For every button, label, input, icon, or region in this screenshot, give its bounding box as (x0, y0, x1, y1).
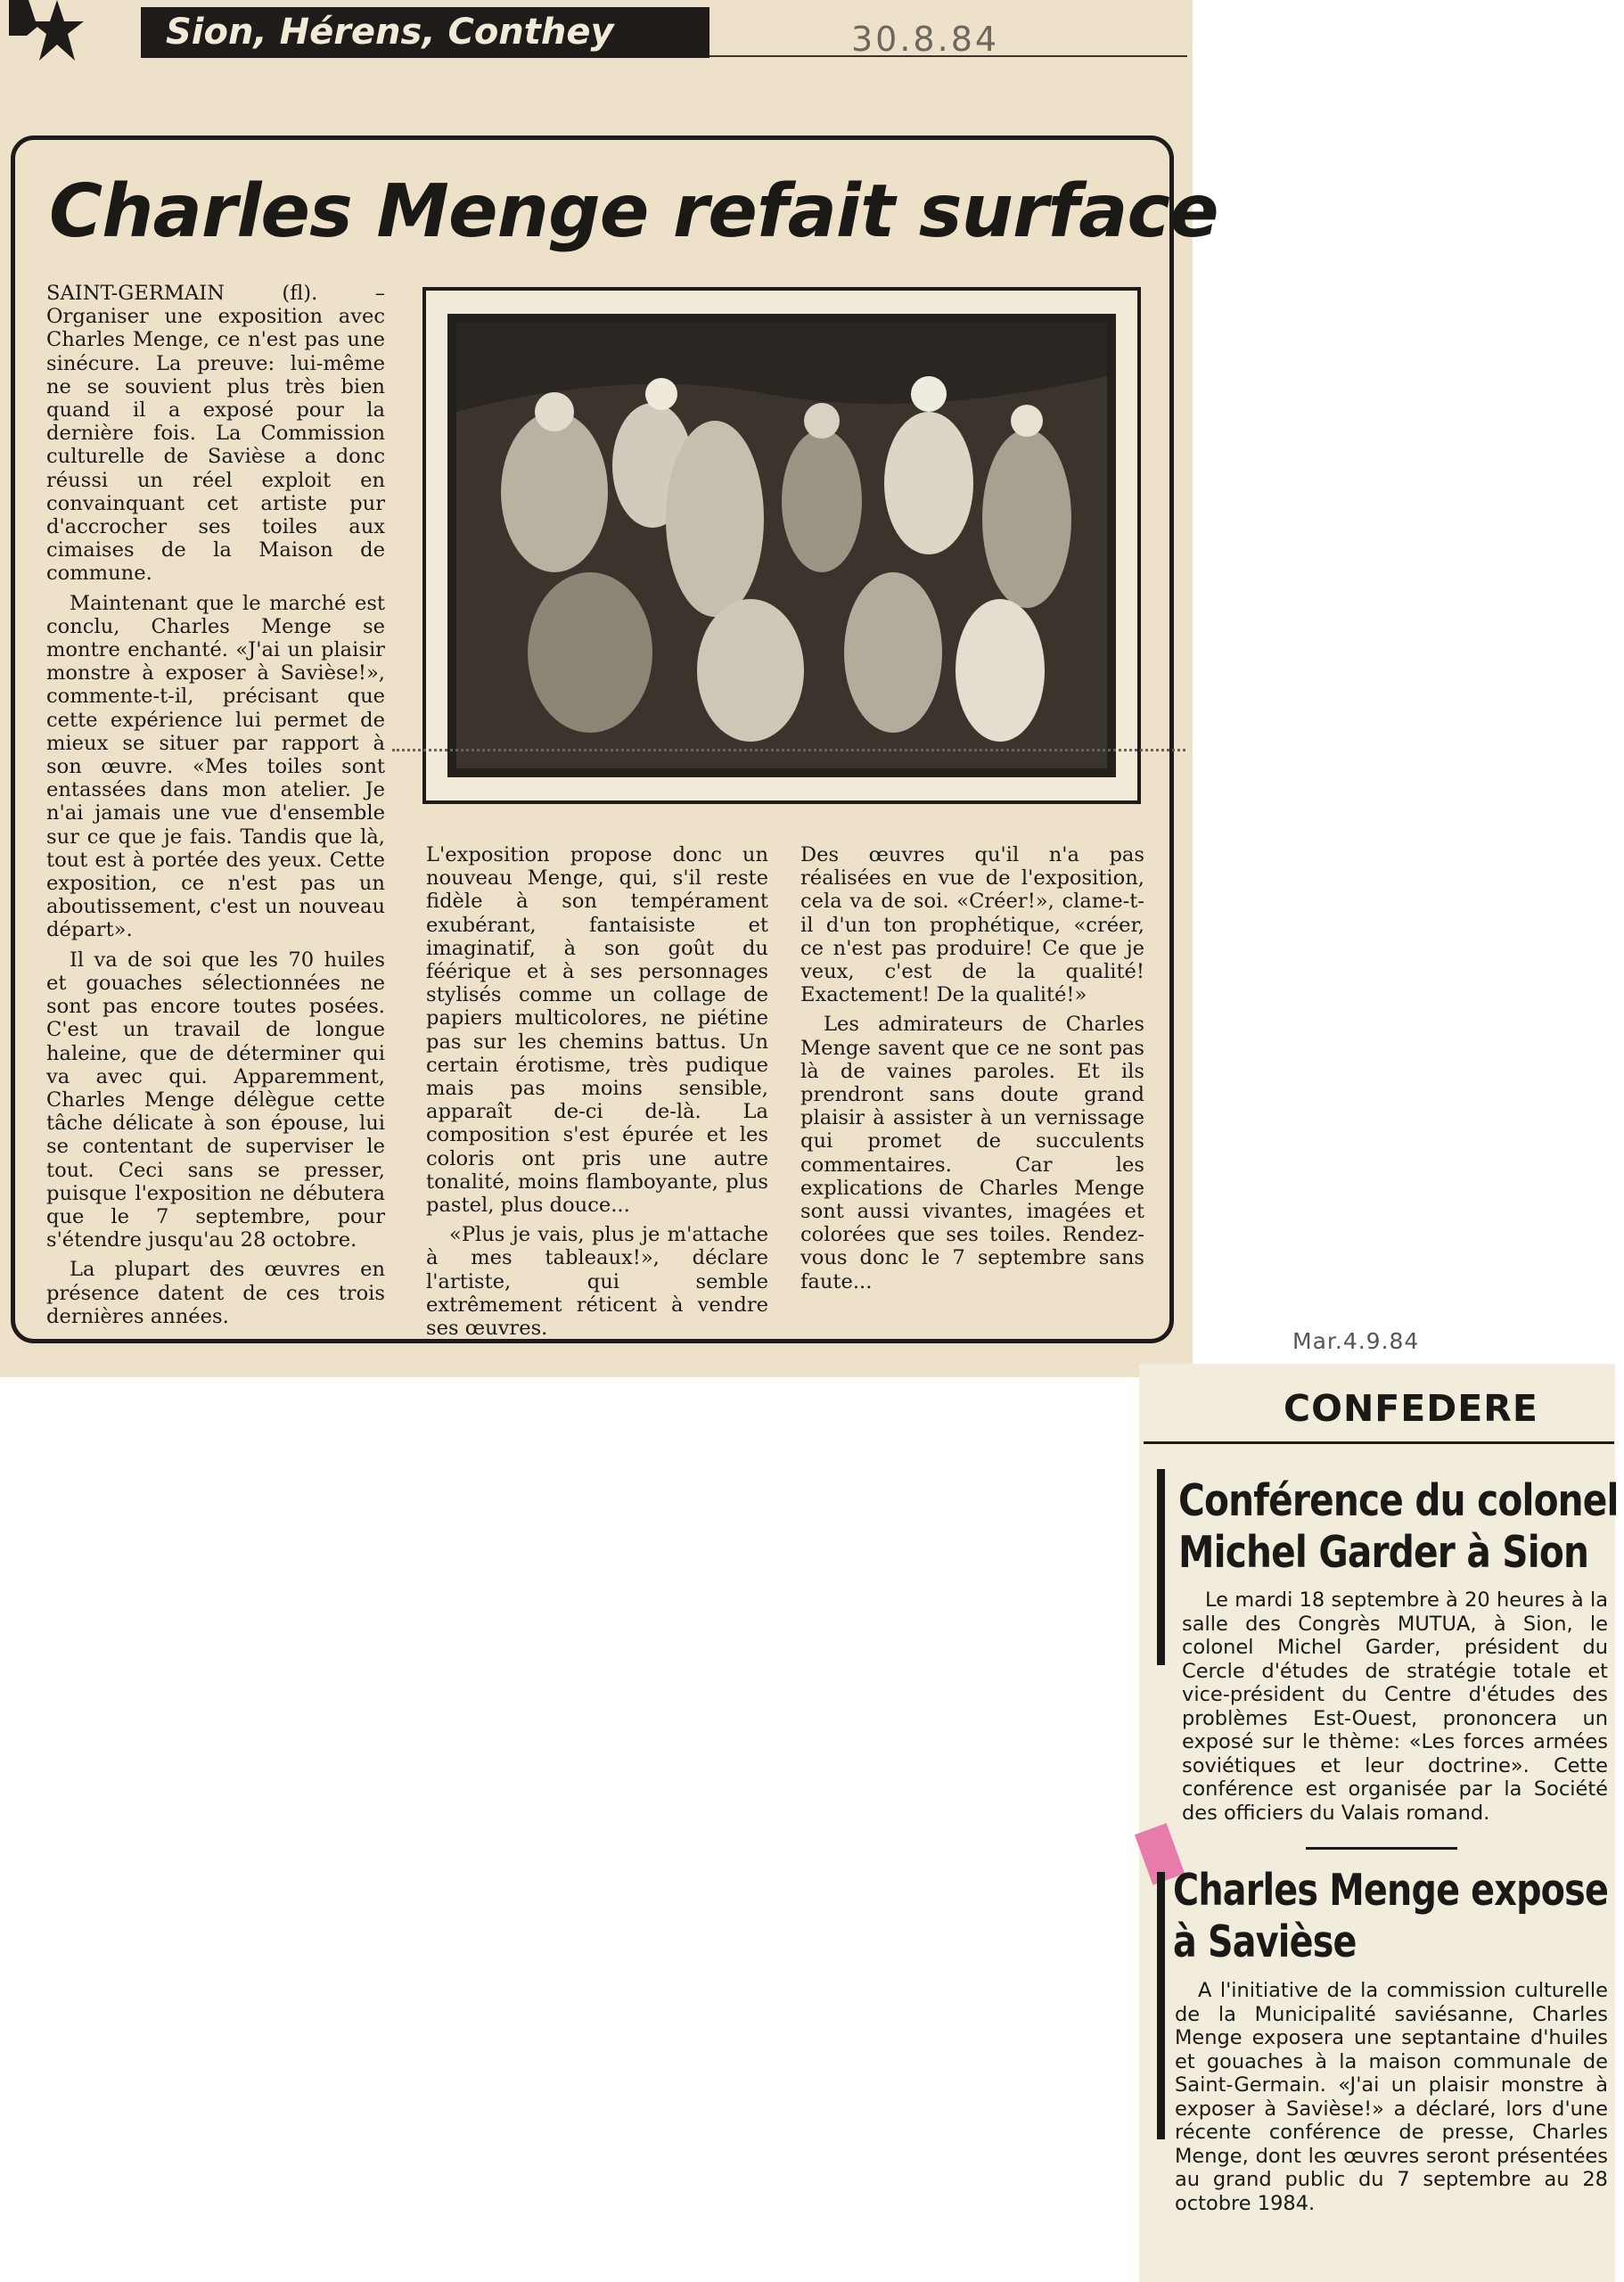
story-title (1173, 1865, 1608, 1968)
article-column-1 (46, 282, 385, 1328)
story-body (1175, 1979, 1608, 2215)
article-column-2 (426, 843, 768, 1340)
newspaper-masthead: CONFEDERE (1284, 1387, 1538, 1430)
paragraph: Il va de soi que les 70 huiles et gouaches sélectionnées ne sont pas encore toutes posées. C'est un travail de longue haleine, que de déterminer qui va avec qui. Apparemment, Charles Menge délègue cette tâche délicate à son épouse, lui se contentant de superviser le tout. Ceci sans se presser, puisque l'exposition ne débutera que le 7 septembre, pour s'étendre jusqu'au 28 octobre. (46, 948, 385, 1252)
paragraph: «Plus je vais, plus je m'attache à mes tableaux!», déclare l'artiste, qui semble extrêmement réticent à vendre ses œuvres. (426, 1223, 768, 1341)
dotted-divider (392, 749, 1185, 751)
story-title-line: Charles Menge expose (1173, 1865, 1609, 1916)
paragraph: L'exposition propose donc un nouveau Menge, qui, s'il reste fidèle à son tempérament exubérant, fantaisiste et imaginatif, à son goût du féérique et à ses personnages stylisés comme un collage de papiers multicolores, ne piétine pas sur les chemins battus. Un certain érotisme, très pudique mais pas moins sensible, apparaît de-ci de-là. La composition s'est épurée et les coloris ont pris une autre tonalité, moins flamboyante, plus pastel, plus douce... (426, 843, 768, 1218)
article-column-3 (800, 843, 1144, 1293)
paragraph: Le mardi 18 septembre à 20 heures à la salle des Congrès MUTUA, à Sion, le colonel Michel Garder, président du Cercle d'études de stratégie totale et vice-président du Centre d'études des problèmes Est-Ouest, prononcera un exposé sur le thème: «Les forces armées soviétiques et leur doctrine». Cette conférence est organisée par la Société des officiers du Valais romand. (1182, 1588, 1608, 1825)
story-body (1182, 1588, 1608, 1825)
painting-image (447, 314, 1116, 777)
story-divider (1306, 1847, 1457, 1850)
section-title: Sion, Hérens, Conthey (141, 7, 709, 58)
article-headline: Charles Menge refait surface (49, 169, 1218, 254)
masthead-rule (1144, 1441, 1614, 1444)
paragraph: Maintenant que le marché est conclu, Charles Menge se montre enchanté. «J'ai un plaisir monstre à exposer à Savièse!», commente-t-il, précisant que cette expérience lui permet de mieux se situer par rapport à son œuvre. «Mes toiles sont entassées dans mon atelier. Je n'ai jamais une vue d'ensemble sur ce que je fais. Tandis que là, tout est à portée des yeux. Cette exposition, ce n'est pas un aboutissement, c'est un nouveau départ». (46, 591, 385, 942)
paragraph: La plupart des œuvres en présence datent de ces trois dernières années. (46, 1258, 385, 1328)
paragraph: Les admirateurs de Charles Menge savent que ce ne sont pas là de vaines paroles. Et ils prendront sans doute grand plaisir à assister à un vernissage qui promet de succulents commentaires. Car les explications de Charles Menge sont aussi vivantes, imagées et colorées que ses toiles. Rendez-vous donc le 7 septembre sans faute... (800, 1013, 1144, 1293)
painting-photo (422, 287, 1141, 804)
story-marker-bar (1157, 1469, 1165, 1665)
handwritten-date: Mar.4.9.84 (1292, 1328, 1420, 1354)
story-title-line: Conférence du colonel (1178, 1475, 1619, 1526)
handwritten-date: 30.8.84 (851, 20, 1000, 59)
paragraph: SAINT-GERMAIN (fl). – Organiser une exposition avec Charles Menge, ce n'est pas une sinécure. La preuve: lui-même ne se souvient plus très bien quand il a exposé pour la dernière fois. La Commission culturelle de Savièse a donc réussi un réel exploit en convainquant cet artiste pur d'accrocher ses toiles aux cimaises de la Maison de commune. (46, 282, 385, 586)
story-marker-bar (1157, 1872, 1165, 2139)
story-title (1178, 1475, 1619, 1579)
story-title-line: à Savièse (1173, 1917, 1357, 1967)
story-title-line: Michel Garder à Sion (1178, 1527, 1589, 1578)
paragraph: Des œuvres qu'il n'a pas réalisées en vue de l'exposition, cela va de soi. «Créer!», clame-t-il d'un ton prophétique, «créer, ce n'est pas produire! Ce que je veux, c'est de la qualité! Exactement! De la qualité!» (800, 843, 1144, 1007)
paragraph: A l'initiative de la commission culturelle de la Municipalité saviésanne, Charles Menge exposera une septantaine d'huiles et gouaches à la maison communale de Saint-Germain. «J'ai un plaisir monstre à exposer à Savièse!» a déclaré, lors d'une récente conférence de presse, Charles Menge, dont les œuvres seront présentées au grand public du 7 septembre au 28 octobre 1984. (1175, 1979, 1608, 2215)
masthead-star-logo (2, 0, 84, 62)
